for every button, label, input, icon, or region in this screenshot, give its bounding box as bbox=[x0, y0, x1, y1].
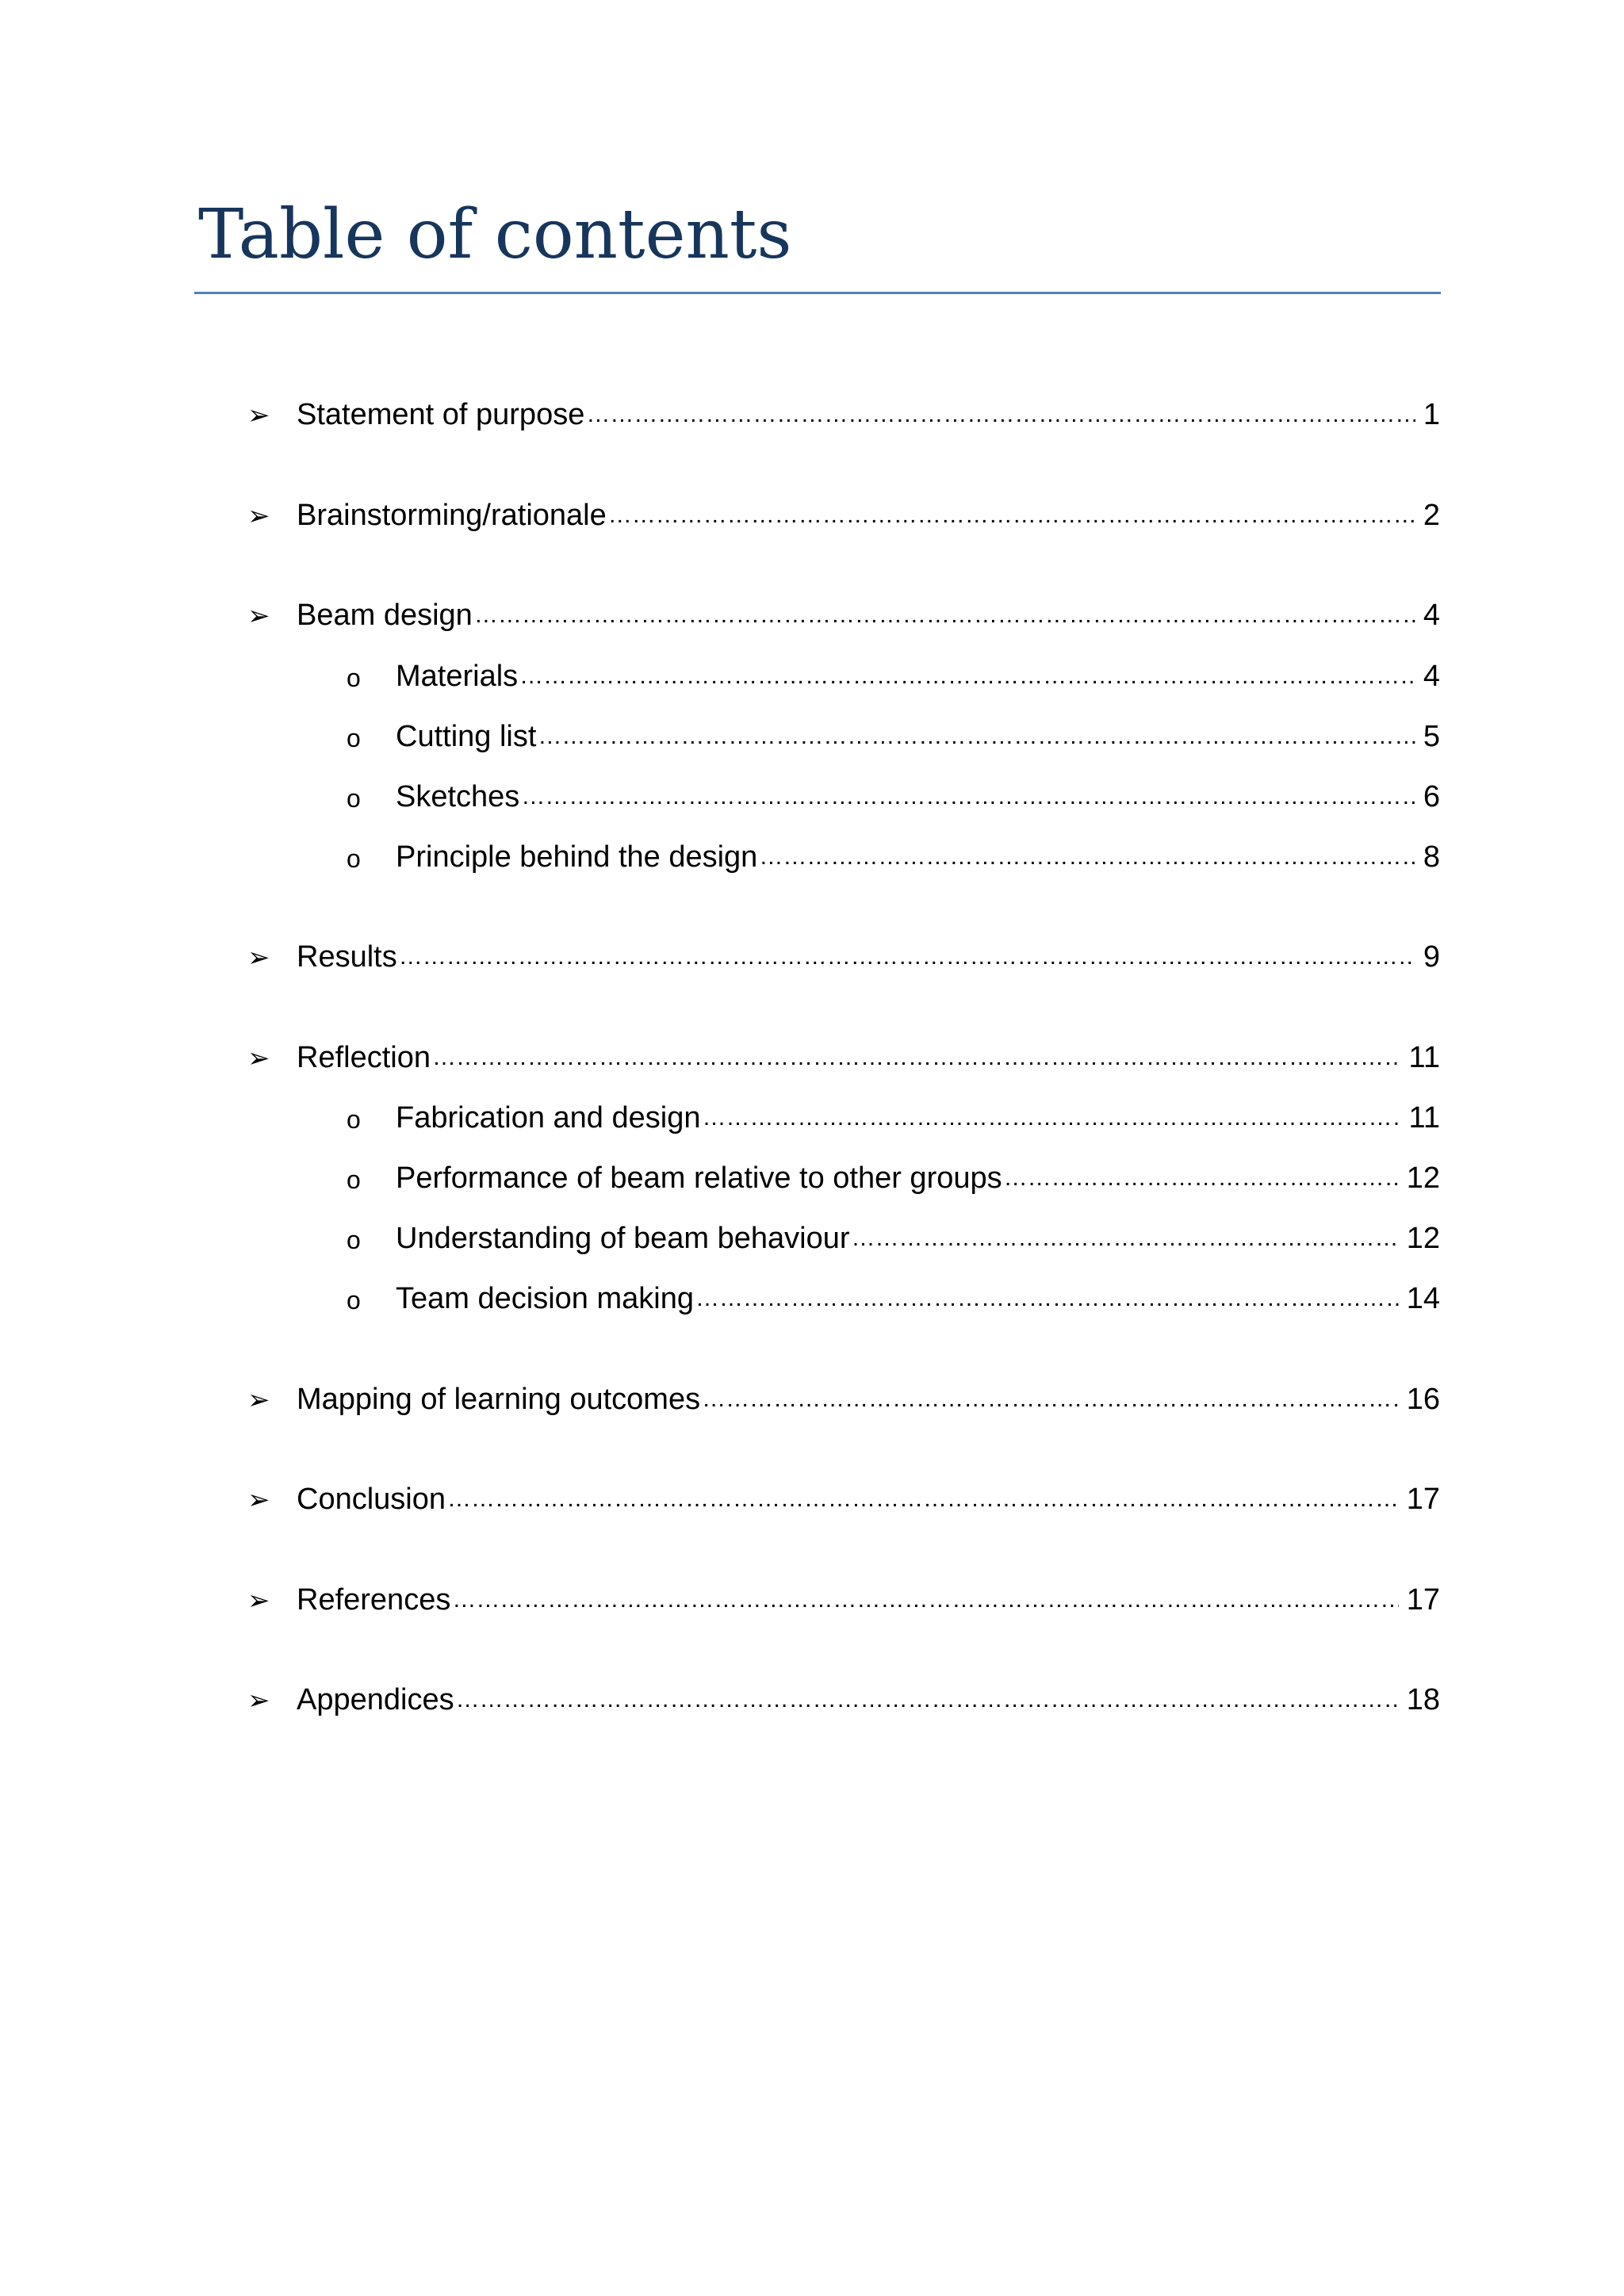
dot-leader bbox=[586, 395, 1415, 434]
toc-subentry-sketches[interactable] bbox=[347, 777, 1440, 817]
toc-subentry-cutting-list[interactable] bbox=[347, 717, 1440, 756]
dot-leader bbox=[759, 837, 1415, 877]
toc-entry-beam-design[interactable] bbox=[247, 595, 1440, 635]
dot-leader bbox=[474, 595, 1415, 635]
toc-entry-label: Results bbox=[297, 940, 397, 974]
toc-entry-page-number: 14 bbox=[1406, 1282, 1440, 1315]
dot-leader bbox=[695, 1279, 1399, 1318]
toc-entry-label: Mapping of learning outcomes bbox=[297, 1383, 701, 1416]
hollow-circle-bullet-icon: o bbox=[347, 664, 361, 692]
hollow-circle-bullet-icon: o bbox=[347, 1226, 361, 1254]
dot-leader bbox=[447, 1479, 1399, 1519]
toc-entry-page-number: 17 bbox=[1406, 1583, 1440, 1617]
toc-entry-reflection[interactable] bbox=[247, 1038, 1440, 1077]
arrowhead-bullet-icon: ➢ bbox=[247, 1686, 270, 1716]
hollow-circle-bullet-icon: o bbox=[347, 1165, 361, 1194]
toc-subentry-understanding-of-beam-behaviour[interactable] bbox=[347, 1219, 1440, 1258]
dot-leader bbox=[702, 1098, 1400, 1138]
toc-entry-conclusion[interactable] bbox=[247, 1479, 1440, 1519]
dot-leader bbox=[432, 1038, 1401, 1077]
toc-entry-page-number: 11 bbox=[1408, 1041, 1440, 1074]
dot-leader bbox=[519, 656, 1415, 696]
dot-leader bbox=[608, 496, 1415, 535]
dot-leader bbox=[521, 777, 1415, 817]
toc-entry-label: References bbox=[297, 1583, 451, 1617]
toc-subentry-team-decision-making[interactable] bbox=[347, 1279, 1440, 1318]
arrowhead-bullet-icon: ➢ bbox=[247, 400, 270, 430]
toc-entry-results[interactable] bbox=[247, 937, 1440, 977]
arrowhead-bullet-icon: ➢ bbox=[247, 601, 270, 631]
toc-entry-label: Conclusion bbox=[297, 1483, 446, 1516]
toc-entry-page-number: 8 bbox=[1423, 840, 1440, 874]
toc-entry-page-number: 12 bbox=[1406, 1161, 1440, 1195]
toc-entry-label: Team decision making bbox=[396, 1282, 694, 1315]
page-title: Table of contents bbox=[198, 195, 792, 274]
toc-entry-label: Sketches bbox=[396, 780, 520, 813]
toc-entry-label: Beam design bbox=[297, 599, 473, 632]
dot-leader bbox=[538, 717, 1415, 756]
arrowhead-bullet-icon: ➢ bbox=[247, 1043, 270, 1073]
toc-subentry-performance-of-beam[interactable] bbox=[347, 1158, 1440, 1198]
toc-entry-page-number: 9 bbox=[1423, 940, 1440, 974]
toc-entry-label: Fabrication and design bbox=[396, 1101, 701, 1135]
toc-subentry-principle-behind-the-design[interactable] bbox=[347, 837, 1440, 877]
toc-entry-label: Brainstorming/rationale bbox=[297, 499, 607, 532]
hollow-circle-bullet-icon: o bbox=[347, 844, 361, 873]
arrowhead-bullet-icon: ➢ bbox=[247, 1586, 270, 1616]
toc-entry-label: Principle behind the design bbox=[396, 840, 758, 874]
toc-entry-appendices[interactable] bbox=[247, 1680, 1440, 1720]
toc-entry-page-number: 11 bbox=[1408, 1101, 1440, 1135]
toc-entry-page-number: 1 bbox=[1423, 398, 1440, 431]
dot-leader bbox=[852, 1219, 1399, 1258]
hollow-circle-bullet-icon: o bbox=[347, 1286, 361, 1314]
hollow-circle-bullet-icon: o bbox=[347, 1105, 361, 1134]
arrowhead-bullet-icon: ➢ bbox=[247, 1385, 270, 1415]
toc-entry-page-number: 18 bbox=[1406, 1683, 1440, 1716]
hollow-circle-bullet-icon: o bbox=[347, 724, 361, 752]
toc-entry-page-number: 16 bbox=[1406, 1383, 1440, 1416]
dot-leader bbox=[1004, 1158, 1399, 1198]
dot-leader bbox=[702, 1380, 1399, 1419]
toc-entry-label: Understanding of beam behaviour bbox=[396, 1222, 850, 1255]
toc-subentry-fabrication-and-design[interactable] bbox=[347, 1098, 1440, 1138]
arrowhead-bullet-icon: ➢ bbox=[247, 1485, 270, 1515]
toc-entry-label: Materials bbox=[396, 660, 519, 693]
arrowhead-bullet-icon: ➢ bbox=[247, 501, 270, 531]
arrowhead-bullet-icon: ➢ bbox=[247, 943, 270, 973]
toc-entry-label: Cutting list bbox=[396, 720, 537, 753]
toc-entry-brainstorming-rationale[interactable] bbox=[247, 496, 1440, 535]
toc-entry-page-number: 5 bbox=[1423, 720, 1440, 753]
toc-entry-label: Reflection bbox=[297, 1041, 431, 1074]
dot-leader bbox=[452, 1580, 1398, 1620]
toc-entry-page-number: 6 bbox=[1423, 780, 1440, 813]
toc-entry-statement-of-purpose[interactable] bbox=[247, 395, 1440, 434]
toc-subentry-materials[interactable] bbox=[347, 656, 1440, 696]
toc-entry-label: Performance of beam relative to other groups bbox=[396, 1161, 1002, 1195]
toc-entry-page-number: 2 bbox=[1423, 499, 1440, 532]
dot-leader bbox=[399, 937, 1415, 977]
toc-entry-page-number: 17 bbox=[1406, 1483, 1440, 1516]
hollow-circle-bullet-icon: o bbox=[347, 784, 361, 813]
toc-entry-page-number: 4 bbox=[1423, 660, 1440, 693]
toc-entry-references[interactable] bbox=[247, 1580, 1440, 1620]
toc-entry-page-number: 12 bbox=[1406, 1222, 1440, 1255]
toc-entry-page-number: 4 bbox=[1423, 599, 1440, 632]
toc-entry-label: Appendices bbox=[297, 1683, 454, 1716]
toc-entry-label: Statement of purpose bbox=[297, 398, 585, 431]
title-underline-divider bbox=[194, 292, 1441, 294]
toc-entry-mapping-of-learning-outcomes[interactable] bbox=[247, 1380, 1440, 1419]
dot-leader bbox=[456, 1680, 1399, 1720]
